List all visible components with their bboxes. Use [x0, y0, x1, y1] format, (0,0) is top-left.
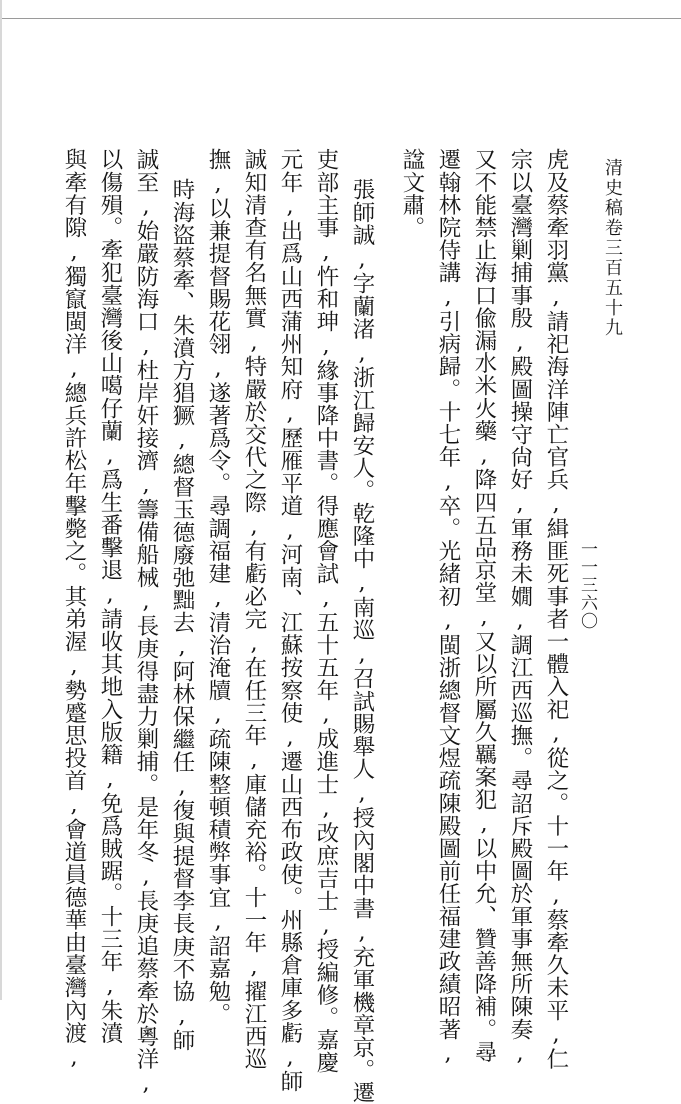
text-column-8: 元年,出爲山西蒲州知府,歷雁平道,河南、江蘇按察使,遷山西布政使。州縣倉庫多虧,師	[277, 148, 303, 1093]
text-column-4: 遷翰林院侍講,引病歸。十七年,卒。光緒初,閩浙總督文煜疏陳殿圖前任福建政績昭著,	[435, 148, 461, 1067]
text-column-3: 又不能禁止海口偸漏水米火藥,降四五品京堂,又以所屬久羈案犯,以中允、贊善降補。尋	[471, 148, 497, 1063]
running-header: 清史稿卷三百五十九	[602, 158, 623, 338]
text-column-7: 吏部主事,忤和珅,緣事降中書。得應會試,五十五年,成進士,改庶吉士,授編修。嘉慶	[313, 148, 339, 1074]
text-column-2: 宗以臺灣剿捕事殷,殿圖操守尙好,軍務未嫺,調江西巡撫。尋詔斥殿圖於軍事無所陳奏,	[507, 148, 533, 1067]
text-column-11: 時海盜蔡牽、朱濆方猖獗,總督玉德廢弛黜去,阿林保繼任,復與提督李長庚不協,師	[169, 178, 195, 1052]
text-column-1: 虎及蔡牽羽黨,請祀海洋陣亡官兵,緝匪死事者一體入祀,從之。十一年,蔡牽久未平,仁	[543, 148, 569, 1070]
text-column-14: 與牽有隙,獨竄閩洋,總兵許松年擊斃之。其弟渥,勢蹙思投首,會道員德華由臺灣內渡,	[61, 148, 87, 1070]
page-number: 一一三六〇	[577, 540, 597, 630]
text-column-13: 以傷殞。牽犯臺灣後山噶仔蘭,爲生番擊退,請收其地入版籍,免爲賊踞。十三年,朱濆	[97, 148, 123, 1044]
text-column-9: 誠知清查有名無實,特嚴於交代之際,有虧必完,在任三年,庫儲充裕。十一年,擢江西巡	[241, 148, 267, 1070]
text-column-5: 諡文肅。	[399, 148, 425, 239]
binding-edge	[0, 0, 2, 1000]
text-column-6: 張師誠,字蘭渚,浙江歸安人。乾隆中,南巡,召試賜舉人,授內閣中書,充軍機章京。遷	[349, 178, 375, 1104]
top-rule	[0, 18, 681, 19]
text-column-10: 撫,以兼提督賜花翎,遂著爲令。尋調福建,清治淹牘,疏陳整頓積弊事宜,詔嘉勉。	[205, 148, 231, 1025]
text-column-12: 誠至,始嚴防海口,杜岸奸接濟,籌備船械,長庚得盡力剿捕。是年冬,長庚追蔡牽於粵洋,	[133, 148, 159, 1097]
